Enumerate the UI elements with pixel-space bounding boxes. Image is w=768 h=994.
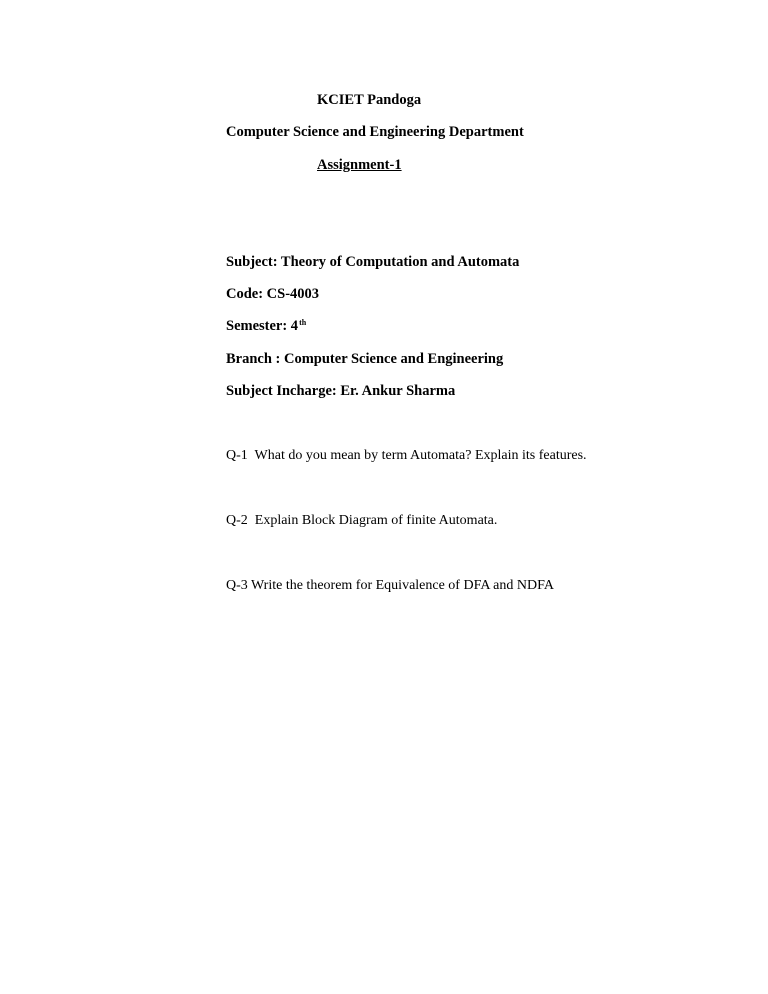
branch-line: Branch : Computer Science and Engineering [226, 351, 504, 367]
assignment-title: Assignment-1 [317, 157, 402, 173]
semester-ordinal-suffix: th [299, 318, 307, 327]
code-line: Code: CS-4003 [226, 286, 320, 302]
subject-line: Subject: Theory of Computation and Automata [226, 254, 520, 270]
institute-name: KCIET Pandoga [317, 92, 422, 108]
subject-incharge-line: Subject Incharge: Er. Ankur Sharma [226, 383, 456, 399]
question-3: Q-3 Write the theorem for Equivalence of DFA and NDFA [226, 578, 554, 593]
semester-label: Semester: 4 [226, 318, 299, 334]
question-1: Q-1 What do you mean by term Automata? Explain its features. [226, 448, 587, 463]
question-2: Q-2 Explain Block Diagram of finite Automata. [226, 513, 498, 528]
semester-line [226, 317, 306, 335]
department-name: Computer Science and Engineering Department [226, 124, 524, 140]
